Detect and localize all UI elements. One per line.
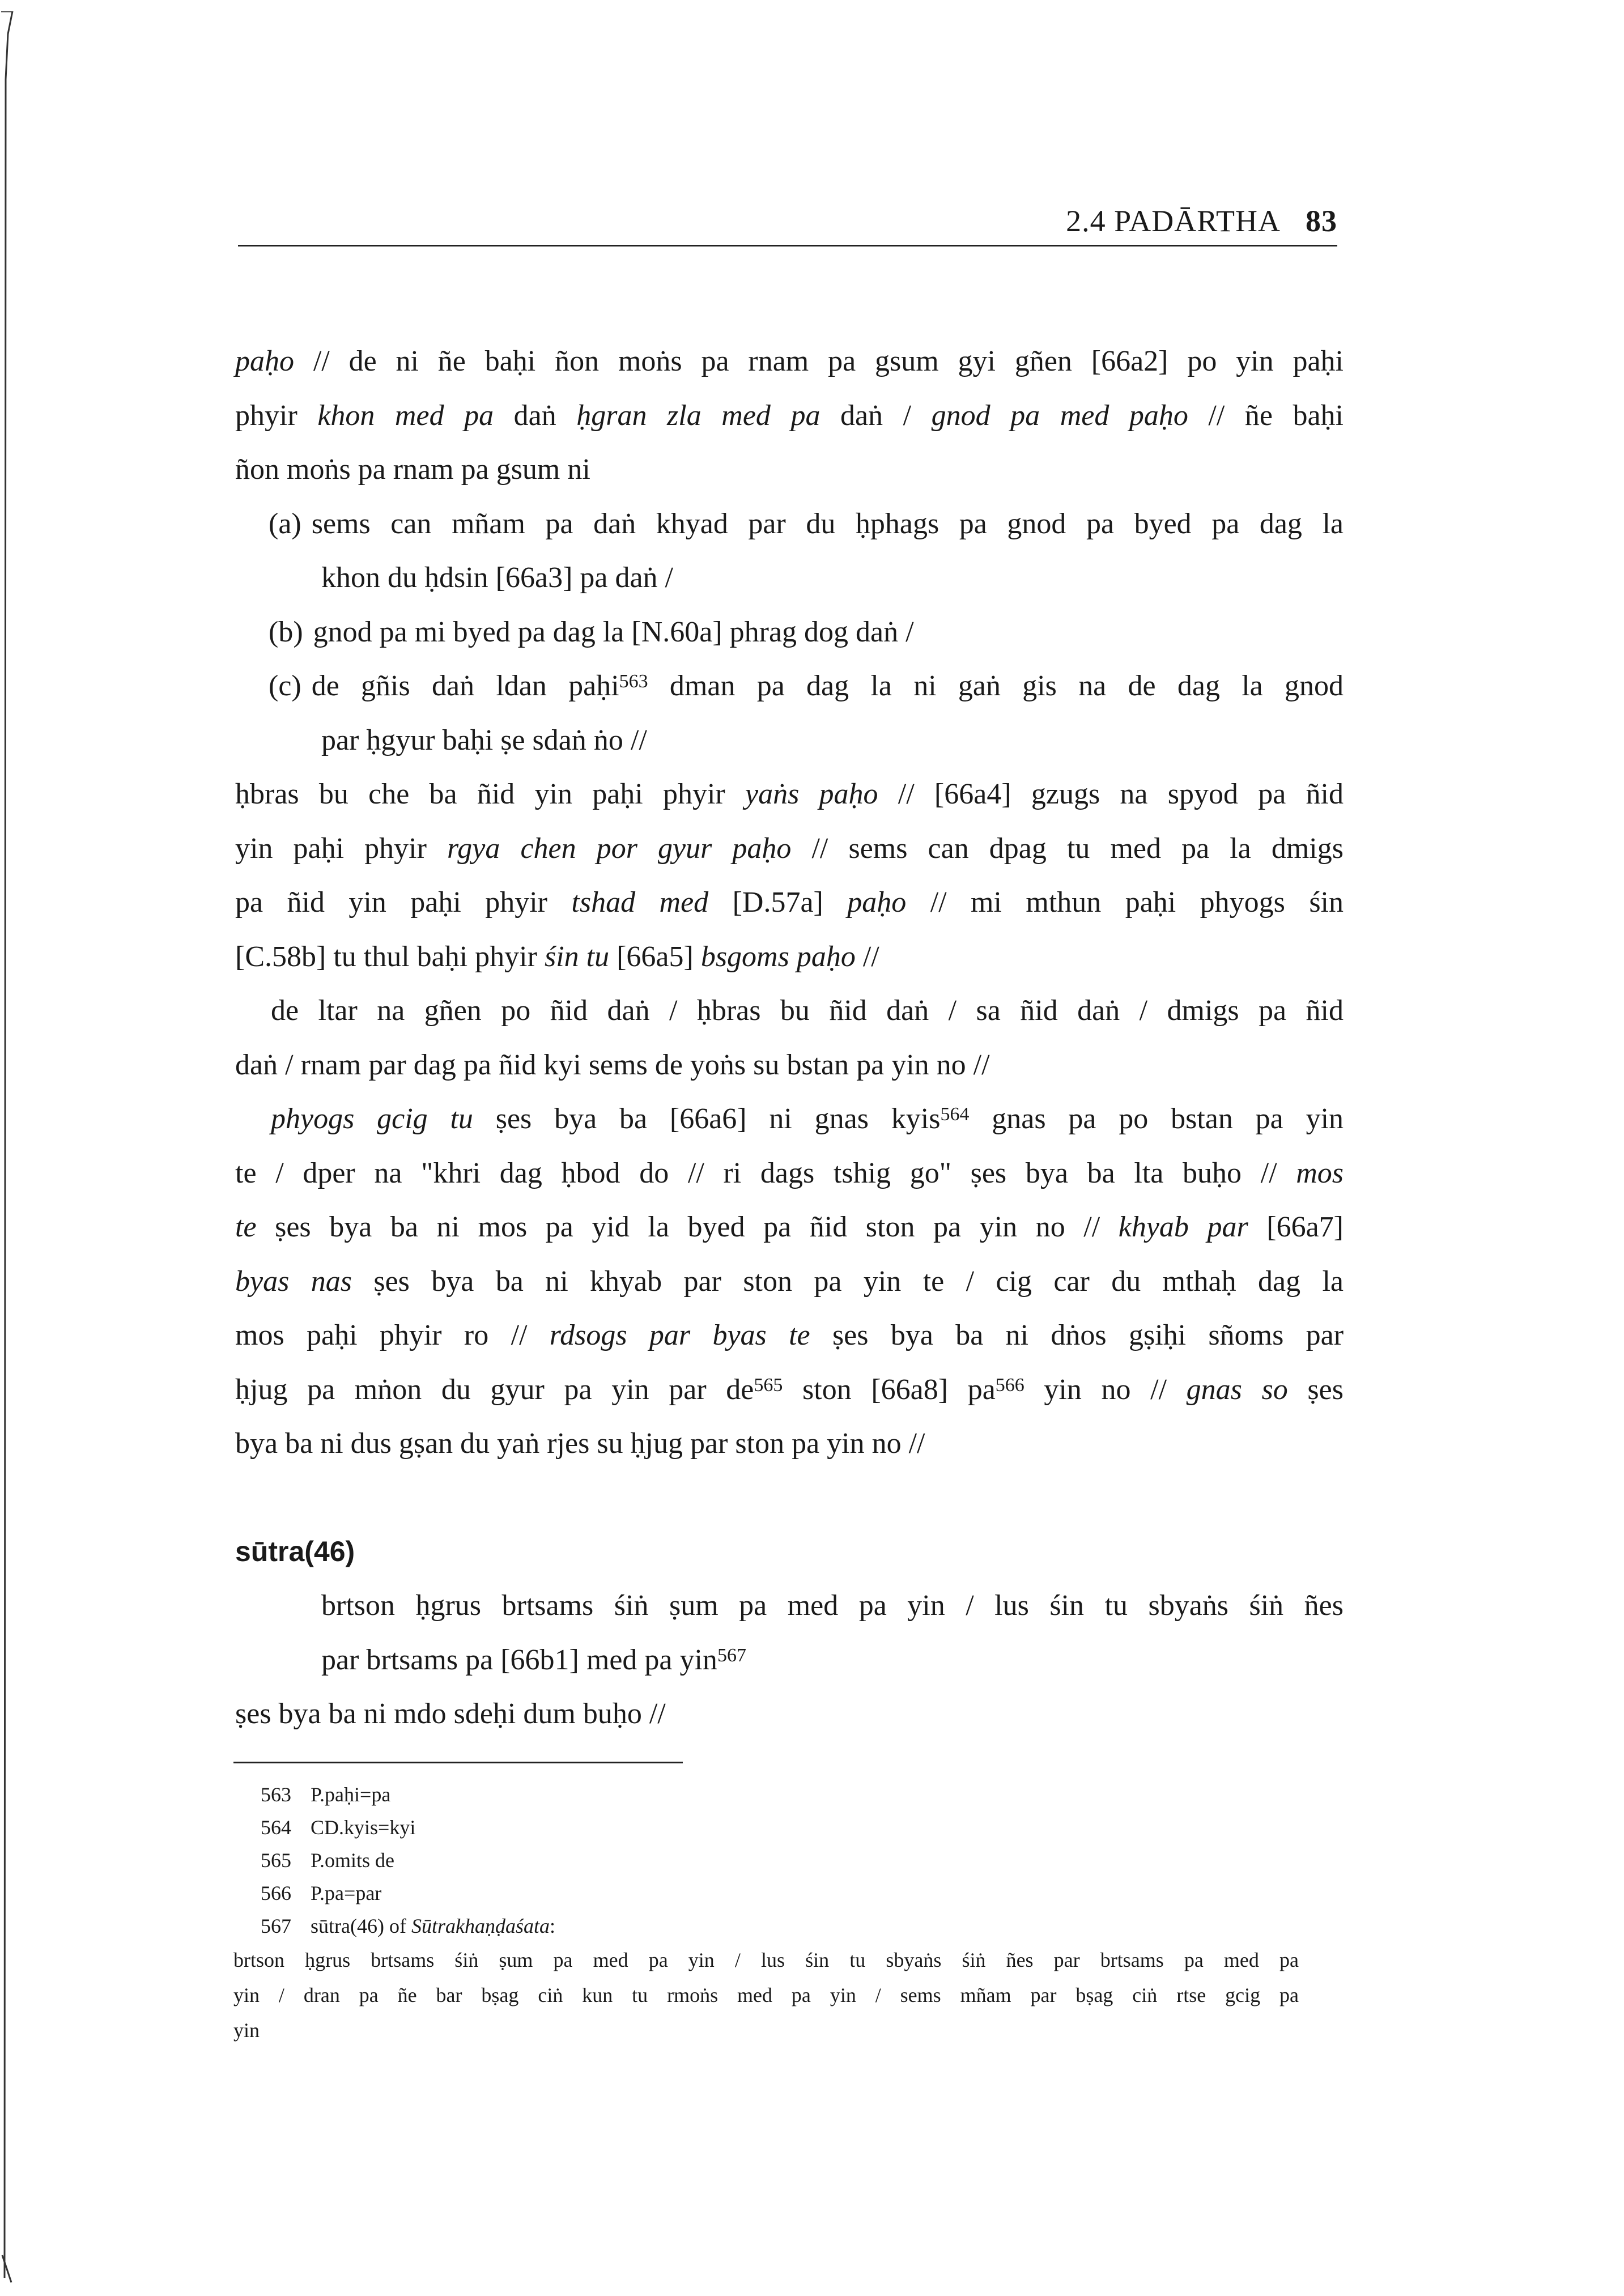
footnote-563 (233, 1778, 1299, 1811)
text-run: daṅ / (820, 399, 932, 432)
text-run: [C.58b] tu thul baḥi phyir (235, 940, 545, 973)
running-header (238, 204, 1349, 246)
text-run: [66a7] (1248, 1211, 1344, 1243)
italic-term: yaṅs paḥo (745, 778, 878, 810)
italic-term: rdsogs par byas te (549, 1319, 810, 1351)
text-run: ṣes bya ba [66a6] ni gnas kyis (473, 1103, 941, 1135)
text-run: // [66a4] gzugs na spyod pa ñid (878, 778, 1344, 810)
italic-term: paḥo (235, 345, 294, 377)
footnote-number: 566 (261, 1882, 291, 1904)
paragraph-4-line-7: bya ba ni dus gṣan du yaṅ rjes su ḥjug par ston pa yin no // (235, 1427, 925, 1460)
text-run: ḥjug pa mṅon du gyur pa yin par de (235, 1373, 754, 1406)
italic-term: paḥo (847, 886, 907, 919)
list-item-a (235, 497, 1344, 551)
footnote-text: P.paḥi=pa (311, 1783, 391, 1806)
text-run: par brtsams pa [66b1] med pa yin (321, 1643, 717, 1676)
italic-term: tshad med (571, 886, 709, 919)
header-text (1066, 203, 1337, 239)
text-run: ston [66a8] pa (783, 1373, 996, 1406)
list-item-b (235, 605, 1344, 660)
footnote-quote-line-2: yin / dran pa ñe bar bṣag ciṅ kun tu rmoṅs med pa yin / sems mñam par bṣag ciṅ rtse gcig pa (233, 1984, 1299, 2006)
text-run: pa ñid yin paḥi phyir (235, 886, 572, 919)
italic-term: khon med pa (317, 399, 494, 432)
list-label: (a) (269, 507, 301, 540)
text-run: // ñe baḥi (1188, 399, 1344, 432)
text-run: [66a5] (609, 940, 701, 973)
footnote-text: P.omits de (311, 1849, 395, 1872)
text-run: phyir (235, 399, 318, 432)
header-rule (238, 245, 1337, 246)
italic-term: bsgoms paḥo (700, 940, 856, 973)
italic-term: gnas so (1186, 1373, 1288, 1406)
text-run: // mi mthun paḥi phyogs śin (906, 886, 1344, 919)
text-run: // sems can dpag tu med pa la dmigs (791, 832, 1344, 865)
footnote-ref[interactable]: 563 (619, 671, 648, 692)
footnote-quote-line-3: yin (233, 2019, 260, 2042)
text-run: ṣes bya ba ni mos pa yid la byed pa ñid ston pa yin no // (256, 1211, 1119, 1243)
italic-term: phyogs gcig tu (271, 1103, 473, 1135)
paragraph-2-line-4 (235, 930, 1344, 984)
footnote-text: sūtra(46) of (311, 1915, 411, 1937)
sutra-heading: sūtra(46) (235, 1535, 355, 1567)
paragraph-2-line-1 (235, 767, 1344, 822)
italic-term: ḥgran zla med pa (576, 399, 820, 432)
list-item-c-continuation: par ḥgyur baḥi ṣe sdaṅ ṅo // (321, 724, 647, 756)
paragraph-4-line-2 (235, 1146, 1344, 1201)
footnote-ref[interactable]: 565 (754, 1374, 783, 1396)
italic-term: śin tu (544, 940, 610, 973)
text-run: yin paḥi phyir (235, 832, 447, 865)
paragraph-4-line-5 (235, 1308, 1344, 1363)
paragraph-1-line-2 (235, 389, 1344, 443)
sutra-line-1: brtson ḥgrus brtsams śiṅ ṣum pa med pa yin / lus śin tu sbyaṅs śiṅ ñes (321, 1589, 1344, 1622)
page-number: 83 (1306, 204, 1337, 238)
paragraph-4-line-4 (235, 1255, 1344, 1309)
paragraph-4-line-1 (235, 1092, 1344, 1146)
text-run: de gñis daṅ ldan paḥi (311, 670, 619, 702)
list-label: (c) (269, 670, 301, 702)
footnote-text: P.pa=par (311, 1882, 382, 1904)
footnote-ref[interactable]: 564 (940, 1104, 970, 1125)
italic-title: Sūtrakhaṇḍaśata (411, 1915, 550, 1937)
list-text: gnod pa mi byed pa dag la [N.60a] phrag dog daṅ / (313, 615, 914, 648)
section-title: 2.4 PADĀRTHA (1066, 204, 1281, 238)
footnote-quote-line-1: brtson ḥgrus brtsams śiṅ ṣum pa med pa yin / lus śin tu sbyaṅs śiṅ ñes par brtsams pa med pa (233, 1949, 1299, 1971)
list-label: (b) (269, 615, 303, 648)
footnote-rule (233, 1762, 683, 1763)
footnote-number: 565 (261, 1849, 291, 1872)
text-run: dman pa dag la ni gaṅ gis na de dag la gnod (648, 670, 1344, 702)
footnote-567 (233, 1910, 1299, 1942)
paragraph-3-line-1: de ltar na gñen po ñid daṅ / ḥbras bu ñid daṅ / sa ñid daṅ / dmigs pa ñid (271, 994, 1344, 1027)
sutra-line-2 (235, 1633, 1344, 1687)
text-run: yin no // (1024, 1373, 1187, 1406)
scan-binding-edge (0, 11, 15, 2284)
list-item-a-continuation: khon du ḥdsin [66a3] pa daṅ / (321, 562, 674, 594)
footnote-567-quote (233, 1942, 1299, 2048)
text-run: ṣes bya ba ni khyab par ston pa yin te / cig car du mthaḥ dag la (351, 1265, 1344, 1298)
text-run: // (855, 940, 879, 973)
paragraph-4-line-6 (235, 1363, 1344, 1417)
footnote-number: 563 (261, 1783, 291, 1806)
text-run: daṅ (494, 399, 577, 432)
text-run: te / dper na "khri dag ḥbod do // ri dags tshig go" ṣes bya ba lta buḥo // (235, 1156, 1296, 1189)
italic-term: rgya chen por gyur paḥo (447, 832, 792, 865)
footnote-text: : (549, 1915, 555, 1937)
italic-term: gnod pa med paḥo (931, 399, 1188, 432)
footnote-ref[interactable]: 566 (995, 1374, 1024, 1396)
text-run: // de ni ñe baḥi ñon moṅs pa rnam pa gsum gyi gñen [66a2] po yin paḥi (294, 345, 1344, 377)
footnotes (233, 1778, 1299, 2048)
text-run: ḥbras bu che ba ñid yin paḥi phyir (235, 778, 745, 810)
text-run: [D.57a] (708, 886, 848, 919)
footnote-ref[interactable]: 567 (717, 1644, 746, 1666)
list-text: sems can mñam pa daṅ khyad par du ḥphags pa gnod pa byed pa dag la (311, 507, 1344, 540)
paragraph-2-line-3 (235, 875, 1344, 930)
italic-term: byas nas (235, 1265, 352, 1298)
paragraph-3-line-2: daṅ / rnam par dag pa ñid kyi sems de yoṅs su bstan pa yin no // (235, 1048, 990, 1081)
footnote-text: CD.kyis=kyi (311, 1816, 416, 1839)
paragraph-2-line-2 (235, 822, 1344, 876)
footnote-number: 564 (261, 1816, 291, 1839)
sutra-line-3: ṣes bya ba ni mdo sdeḥi dum buḥo // (235, 1698, 666, 1730)
paragraph-1-line-3: ñon moṅs pa rnam pa gsum ni (235, 453, 590, 486)
footnote-564 (233, 1811, 1299, 1844)
paragraph-4-line-3 (235, 1200, 1344, 1255)
list-item-c (235, 659, 1344, 713)
text-run: gnas pa po bstan pa yin (969, 1103, 1344, 1135)
paragraph-1-line-1 (235, 334, 1344, 389)
footnote-565 (233, 1844, 1299, 1877)
italic-term: mos (1296, 1156, 1344, 1189)
italic-term: te (235, 1211, 257, 1243)
main-text (235, 334, 1344, 1741)
text-run: ṣes (1287, 1373, 1344, 1406)
footnote-number: 567 (261, 1915, 291, 1937)
footnote-566 (233, 1877, 1299, 1910)
section-spacer (235, 1471, 1344, 1525)
text-run: ṣes bya ba ni dṅos gṣiḥi sñoms par (810, 1319, 1344, 1351)
text-run: mos paḥi phyir ro // (235, 1319, 550, 1351)
italic-term: khyab par (1118, 1211, 1248, 1243)
